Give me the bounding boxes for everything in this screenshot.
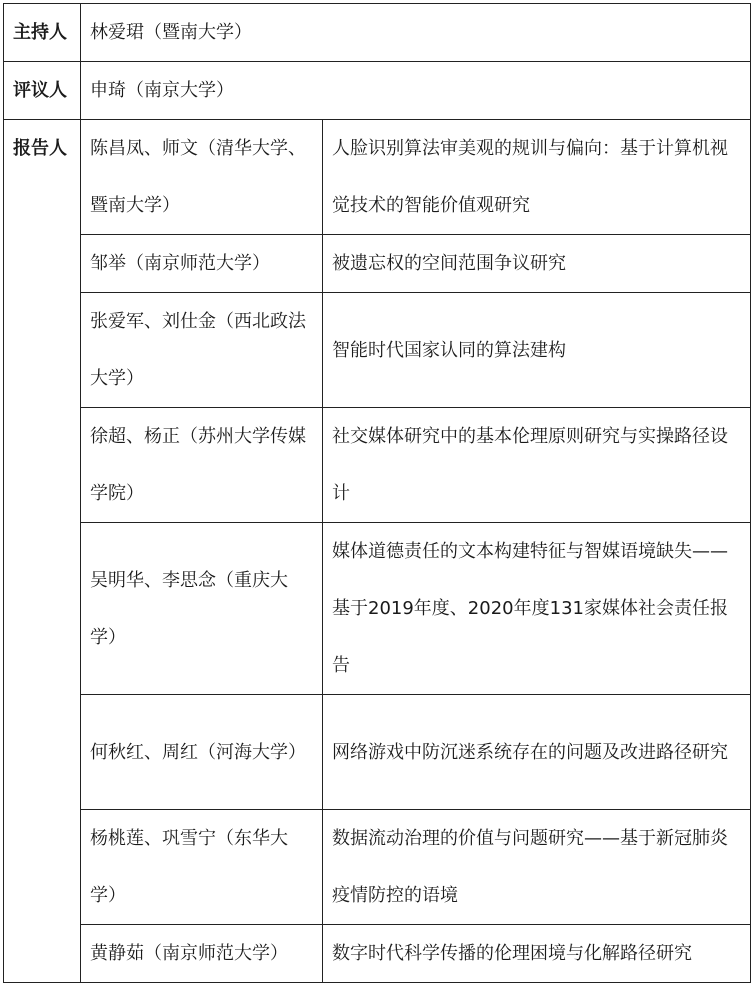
- reporter-row: [4, 695, 751, 810]
- reporter-row: [4, 523, 751, 695]
- reporter-name: 徐超、杨正（苏州大学传媒学院）: [81, 408, 323, 523]
- report-title: 数字时代科学传播的伦理困境与化解路径研究: [323, 925, 751, 983]
- reporter-row: [4, 293, 751, 408]
- reporter-name: 黄静茹（南京师范大学）: [81, 925, 323, 983]
- reporter-row: [4, 120, 751, 235]
- report-title: 被遗忘权的空间范围争议研究: [323, 235, 751, 293]
- reporter-row: [4, 408, 751, 523]
- host-name: 林爱珺（暨南大学）: [81, 4, 751, 62]
- report-title: 社交媒体研究中的基本伦理原则研究与实操路径设计: [323, 408, 751, 523]
- commentator-name: 申琦（南京大学）: [81, 62, 751, 120]
- reporter-name: 杨桃莲、巩雪宁（东华大学）: [81, 810, 323, 925]
- reporter-name: 吴明华、李思念（重庆大学）: [81, 523, 323, 695]
- reporter-name: 邹举（南京师范大学）: [81, 235, 323, 293]
- report-title: 数据流动治理的价值与问题研究——基于新冠肺炎疫情防控的语境: [323, 810, 751, 925]
- report-title: 媒体道德责任的文本构建特征与智媒语境缺失——基于2019年度、2020年度131家媒体社会责任报告: [323, 523, 751, 695]
- reporter-row: [4, 235, 751, 293]
- reporter-name: 张爱军、刘仕金（西北政法大学）: [81, 293, 323, 408]
- reporter-row: [4, 810, 751, 925]
- reporter-name: 何秋红、周红（河海大学）: [81, 695, 323, 810]
- report-title: 智能时代国家认同的算法建构: [323, 293, 751, 408]
- host-row: [4, 4, 751, 62]
- reporter-row: [4, 925, 751, 983]
- report-title: 人脸识别算法审美观的规训与偏向：基于计算机视觉技术的智能价值观研究: [323, 120, 751, 235]
- reporter-name: 陈昌凤、师文（清华大学、暨南大学）: [81, 120, 323, 235]
- commentator-row: [4, 62, 751, 120]
- role-label-reporters: 报告人: [4, 120, 81, 983]
- role-label-commentator: 评议人: [4, 62, 81, 120]
- role-label-host: 主持人: [4, 4, 81, 62]
- panel-schedule-table: [3, 3, 751, 983]
- report-title: 网络游戏中防沉迷系统存在的问题及改进路径研究: [323, 695, 751, 810]
